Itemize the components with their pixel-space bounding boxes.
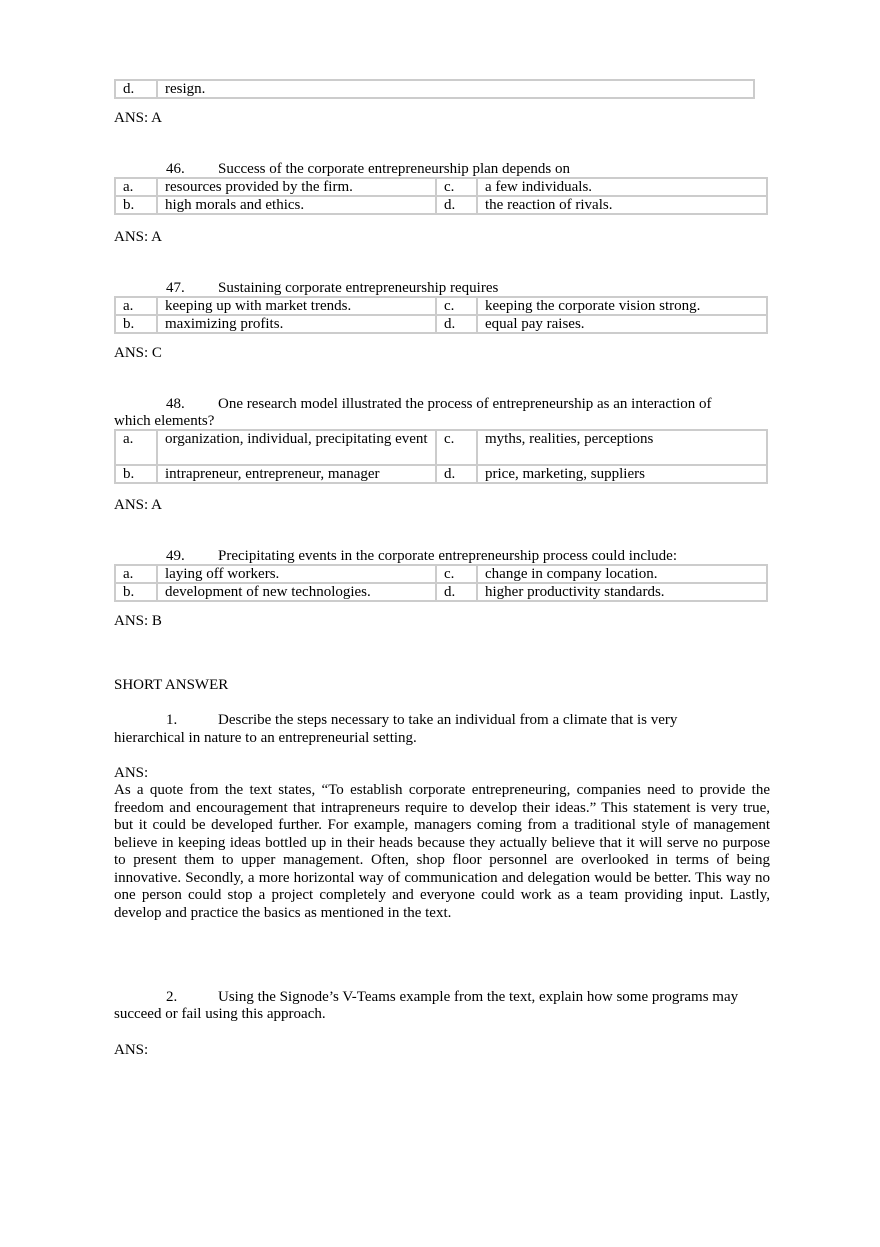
question-stem: Sustaining corporate entrepreneurship requires [218, 280, 499, 296]
question-stem: Using the Signode’s V-Teams example from the text, explain how some programs may [218, 989, 739, 1005]
question-number: 2. [166, 989, 178, 1005]
short-question-1-cont: hierarchical in nature to an entrepreneurial setting. [114, 730, 417, 746]
option-letter: c. [436, 297, 477, 315]
option-letter: b. [115, 465, 157, 483]
option-letter: d. [436, 465, 477, 483]
question-number: 48. [166, 396, 185, 412]
answer-label-2: ANS: [114, 1042, 149, 1058]
question-number: 49. [166, 548, 185, 564]
option-b: maximizing profits. [157, 315, 436, 333]
answer-47: ANS: C [114, 345, 162, 361]
question-stem: Success of the corporate entrepreneurship plan depends on [218, 161, 570, 177]
option-letter: a. [115, 178, 157, 196]
option-d: higher productivity standards. [477, 583, 767, 601]
question-48 [114, 396, 774, 413]
answer-49: ANS: B [114, 613, 162, 629]
question-47 [114, 280, 774, 297]
option-b: development of new technologies. [157, 583, 436, 601]
option-c: keeping the corporate vision strong. [477, 297, 767, 315]
option-text: resign. [157, 80, 754, 98]
answer-48: ANS: A [114, 497, 162, 513]
option-letter: b. [115, 196, 157, 214]
option-letter: d. [436, 196, 477, 214]
question-stem: One research model illustrated the process of entrepreneurship as an interaction of [218, 396, 712, 412]
option-d: the reaction of rivals. [477, 196, 767, 214]
options-48 [114, 429, 768, 484]
option-a: laying off workers. [157, 565, 436, 583]
short-question-1 [114, 712, 774, 729]
question-stem: Precipitating events in the corporate entrepreneurship process could include: [218, 548, 678, 564]
option-letter: c. [436, 565, 477, 583]
option-b: intrapreneur, entrepreneur, manager [157, 465, 436, 483]
short-question-2 [114, 989, 774, 1006]
option-b: high morals and ethics. [157, 196, 436, 214]
option-a: keeping up with market trends. [157, 297, 436, 315]
section-heading: SHORT ANSWER [114, 677, 229, 693]
option-c: a few individuals. [477, 178, 767, 196]
question-46 [114, 161, 774, 178]
option-letter: d. [436, 583, 477, 601]
options-47 [114, 296, 768, 334]
options-46 [114, 177, 768, 215]
question-stem: Describe the steps necessary to take an individual from a climate that is very [218, 712, 678, 728]
option-d: price, marketing, suppliers [477, 465, 767, 483]
question-number: 1. [166, 712, 178, 728]
answer-text-1: As a quote from the text states, “To establish corporate entrepreneuring, companies need to provide the freedom and encouragement that intrapreneurs require to develop their ideas.” This statement is very true, but it could be developed further. For example, managers coming from a traditional style of management believe in keeping ideas bottled up in their heads because they actually believe that it will serve no purpose to present them to upper management. Often, shop floor personnel are overlooked in terms of being innovative. Secondly, a more horizontal way of communication and delegation would be better. This way no one person could stop a project completely and everyone could work as a team providing input. Lastly, develop and practice the basics as mentioned in the text. [114, 782, 770, 921]
option-letter: b. [115, 315, 157, 333]
option-letter: d. [436, 315, 477, 333]
option-letter: a. [115, 565, 157, 583]
question-number: 47. [166, 280, 185, 296]
question-49 [114, 548, 774, 565]
option-letter: c. [436, 178, 477, 196]
option-letter: c. [436, 430, 477, 465]
question-48-cont: which elements? [114, 413, 215, 429]
option-c: myths, realities, perceptions [477, 430, 767, 465]
option-table-prev [114, 79, 755, 99]
question-number: 46. [166, 161, 185, 177]
answer-46: ANS: A [114, 229, 162, 245]
option-c: change in company location. [477, 565, 767, 583]
option-letter: d. [115, 80, 157, 98]
option-d: equal pay raises. [477, 315, 767, 333]
option-a: organization, individual, precipitating event [157, 430, 436, 465]
option-letter: b. [115, 583, 157, 601]
answer-prev: ANS: A [114, 110, 162, 126]
options-49 [114, 564, 768, 602]
option-letter: a. [115, 430, 157, 465]
short-question-2-cont: succeed or fail using this approach. [114, 1006, 326, 1022]
answer-label-1: ANS: [114, 765, 149, 781]
option-letter: a. [115, 297, 157, 315]
option-a: resources provided by the firm. [157, 178, 436, 196]
